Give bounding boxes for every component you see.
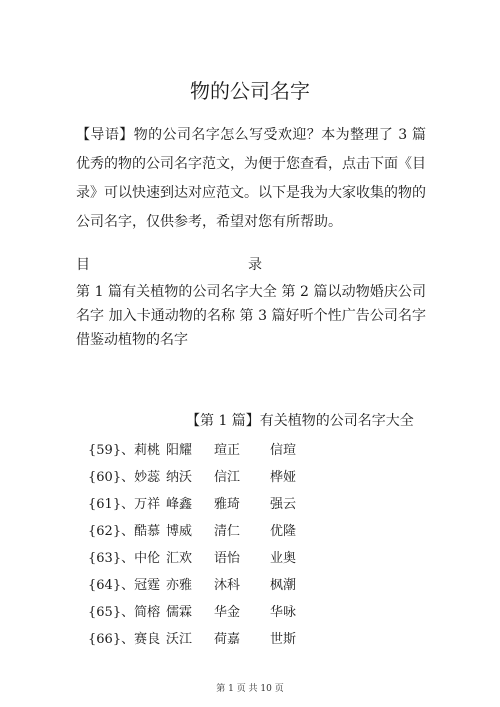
name-item: 强云 xyxy=(270,497,297,512)
name-row xyxy=(88,491,322,518)
name-item: 华咏 xyxy=(270,605,297,620)
name-row xyxy=(88,437,322,464)
name-item: 汇欢 xyxy=(166,551,193,566)
name-row xyxy=(88,518,322,545)
page-title: 物的公司名字 xyxy=(190,79,310,103)
name-item: {62}、酷慕 xyxy=(88,524,161,539)
name-item: 世斯 xyxy=(270,632,297,647)
name-list xyxy=(88,437,322,653)
name-item: {63}、中伦 xyxy=(88,551,161,566)
name-item: 桦娅 xyxy=(270,470,297,485)
name-item: 纳沃 xyxy=(166,470,193,485)
name-row xyxy=(88,599,322,626)
section-1-heading: 【第 1 篇】有关植物的公司名字大全 xyxy=(186,413,414,429)
name-item: 华金 xyxy=(214,605,241,620)
name-item: 荷嘉 xyxy=(214,632,241,647)
toc-heading-left: 目 xyxy=(76,257,90,273)
name-item: 信瑄 xyxy=(270,443,297,458)
name-item: {60}、妙蕊 xyxy=(88,470,161,485)
name-item: {59}、莉桃 xyxy=(88,443,161,458)
name-row xyxy=(88,572,322,599)
name-item: 儒霖 xyxy=(166,605,193,620)
name-item: 清仁 xyxy=(214,524,241,539)
name-item: 优隆 xyxy=(270,524,297,539)
name-item: 业奥 xyxy=(270,551,297,566)
name-row xyxy=(88,464,322,491)
name-item: 语怡 xyxy=(214,551,241,566)
page-number-footer: 第 1 页 共 10 页 xyxy=(216,684,284,694)
name-row xyxy=(88,545,322,572)
name-item: 沐科 xyxy=(214,578,241,593)
name-item: 博威 xyxy=(166,524,193,539)
name-item: 信江 xyxy=(214,470,241,485)
name-item: 阳耀 xyxy=(166,443,193,458)
name-item: 沃江 xyxy=(166,632,193,647)
toc-heading-right: 录 xyxy=(248,257,262,273)
name-item: 枫潮 xyxy=(270,578,297,593)
intro-paragraph: 【导语】物的公司名字怎么写受欢迎？本为整理了 3 篇优秀的物的公司名字范文，为便于您查看，点击下面《目录》可以快速到达对应范文。以下是我为大家收集的物的公司名字，仅供参考，希望对您有所帮助。 xyxy=(76,127,426,230)
name-item: 雅琦 xyxy=(214,497,241,512)
toc-links[interactable]: 第 1 篇有关植物的公司名字大全 第 2 篇以动物婚庆公司名字 加入卡通动物的名称 第 3 篇好听个性广告公司名字 借鉴动植物的名字 xyxy=(76,284,426,348)
name-row xyxy=(88,626,322,653)
name-item: {64}、冠霆 xyxy=(88,578,161,593)
name-item: 亦雅 xyxy=(166,578,193,593)
name-item: 瑄正 xyxy=(214,443,241,458)
name-item: 峰鑫 xyxy=(166,497,193,512)
name-item: {65}、简榕 xyxy=(88,605,161,620)
name-item: {61}、万祥 xyxy=(88,497,161,512)
name-item: {66}、赛良 xyxy=(88,632,161,647)
